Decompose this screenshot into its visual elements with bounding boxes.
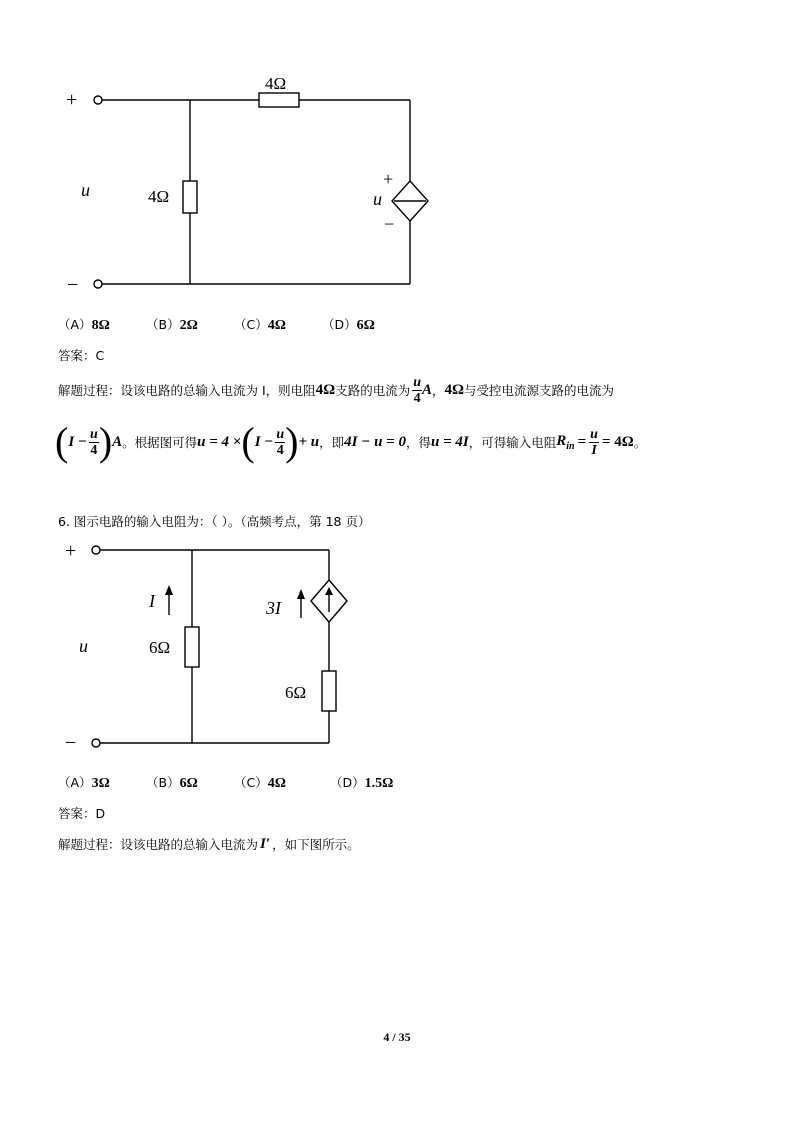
resistor-6ohm-left [185,627,199,667]
solution-q6: 解题过程：设该电路的总输入电流为 I′ ，如下图所示。 [58,835,360,852]
option-d[interactable]: （D）1.5Ω [330,775,394,791]
shunt-resistor-label: 4Ω [148,187,170,206]
terminal-plus [94,96,102,104]
question-q6: 6. 图示电路的输入电阻为：（ ）。（高频考点，第 18 页） [58,514,371,529]
option-b[interactable]: （B）2Ω [146,317,198,333]
voltage-u-label: u [79,636,88,656]
solution-q5-line2: ( I − $\frac{u}{4}$ ) A 。根据图可得 u = 4 × ( I − $\frac{u}{4}$ ) + u ，即 4I − u = 0 ，得 u = 4I ，可得输入电阻 $R_{in}$ = $\frac{u}{I}$ = 4Ω 。 [55,419,647,464]
arrow-up-icon [297,589,305,599]
circuit-diagram-q5 [55,55,445,315]
terminal-minus [94,280,102,288]
source-u-label: u [373,189,382,209]
option-c[interactable]: （C）4Ω [234,775,286,791]
terminal-minus [92,739,100,747]
option-d[interactable]: （D）6Ω [322,317,375,333]
answer-q6: 答案：D [58,806,106,821]
current-I-label: I [149,591,155,611]
options-q5 [58,315,410,334]
arrow-up-icon [165,585,173,595]
solution-q5-line1: 解题过程：设该电路的总输入电流为 I，则电阻 4Ω 支路的电流为 $\frac{u}{4}$ A ， 4Ω 与受控电流源支路的电流为 [58,374,615,406]
source-minus: − [384,214,395,234]
option-a[interactable]: （A）8Ω [58,317,110,333]
option-b[interactable]: （B）6Ω [146,775,198,791]
voltage-u-label: u [81,180,90,200]
answer-q5: 答案：C [58,348,105,363]
source-plus: + [383,169,394,189]
minus-sign: − [65,732,77,754]
series-resistor-label: 4Ω [265,74,287,93]
series-resistor [259,93,299,107]
options-q6 [58,773,426,792]
shunt-resistor [183,181,197,213]
source-3I-label: 3I [266,598,281,618]
plus-sign: + [66,89,78,111]
page-number: 4 / 35 [383,1030,411,1044]
resistor-6ohm-right [322,671,336,711]
option-c[interactable]: （C）4Ω [234,317,286,333]
circuit-diagram-q6 [55,535,375,765]
resistor-right-label: 6Ω [285,683,307,702]
minus-sign: − [67,274,79,296]
fraction-u-over-4: $\frac{u}{4}$ [413,374,421,406]
resistor-left-label: 6Ω [149,638,171,657]
option-a[interactable]: （A）3Ω [58,775,110,791]
terminal-plus [92,546,100,554]
plus-sign: + [65,540,77,562]
